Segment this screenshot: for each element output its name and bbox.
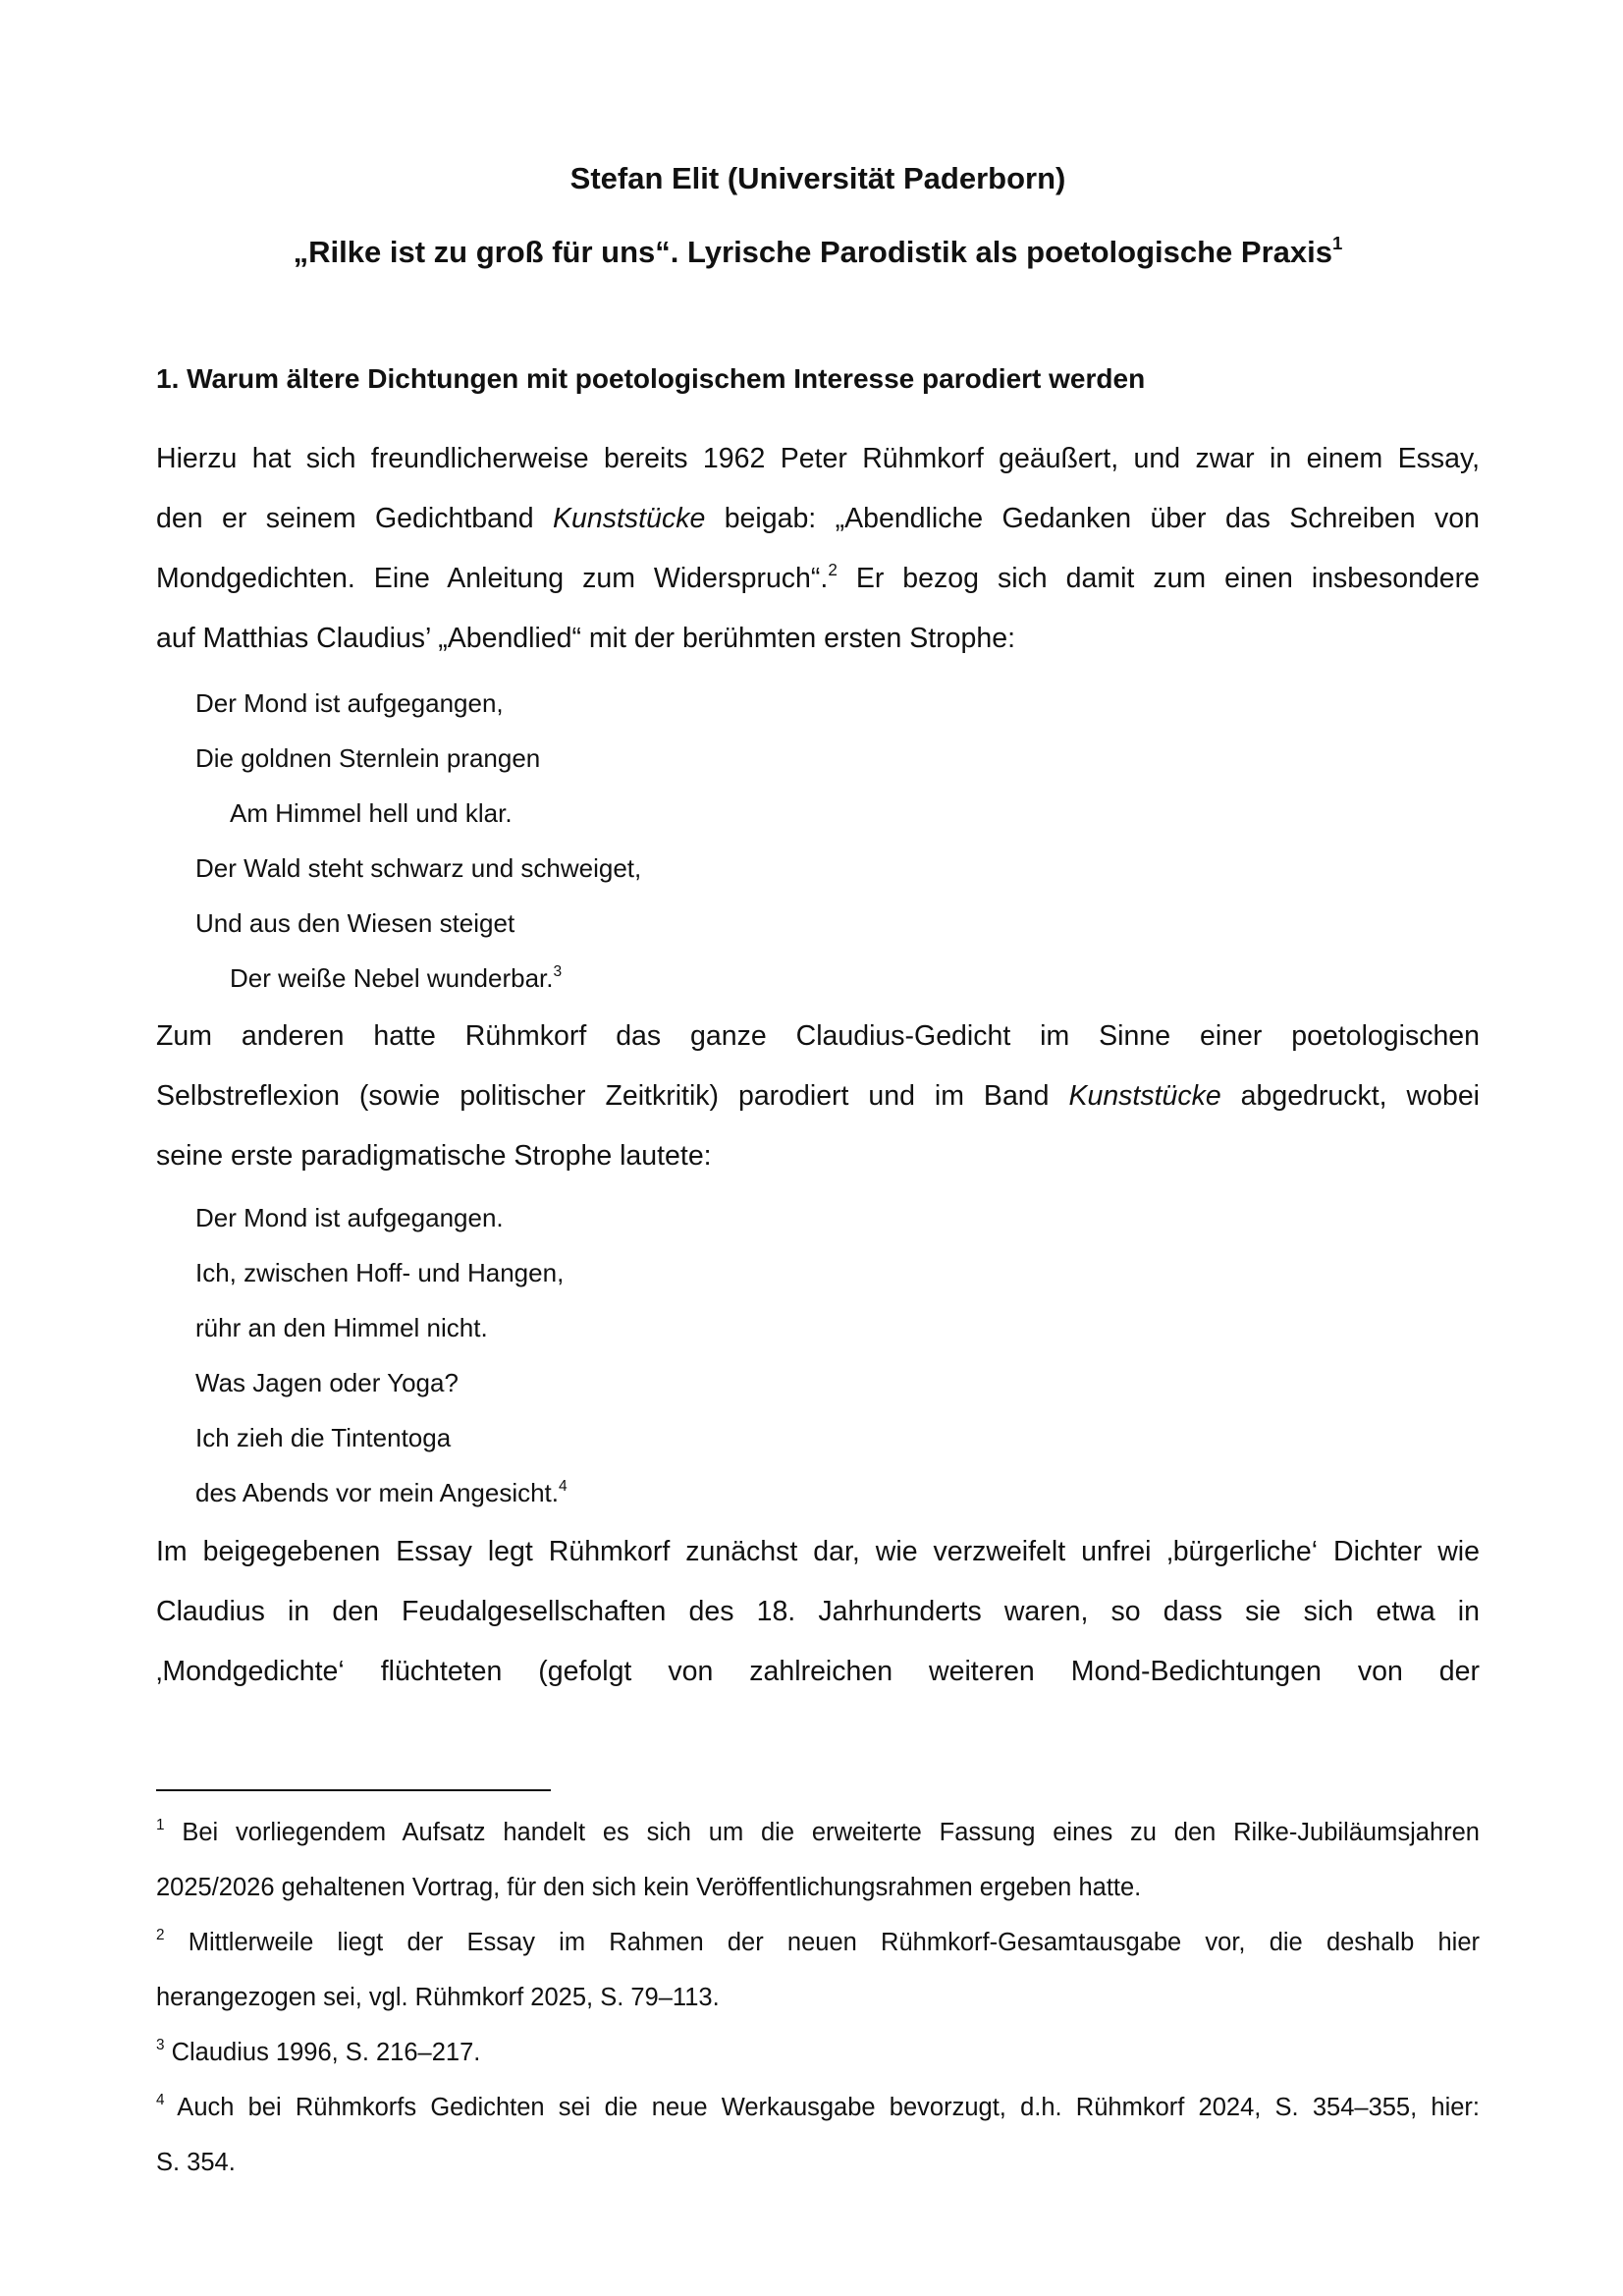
footnote-marker: 4 (156, 2091, 165, 2108)
text-run: Mittlerweile liegt der Essay im Rahmen der neuen Rühmkorf-Gesamtausgabe vor, die deshalb hier (164, 1929, 1480, 1956)
text-run: Mondgedichten. Eine Anleitung zum Widerspruch“. (156, 563, 829, 594)
paragraph-line: Zum anderen hatte Rühmkorf das ganze Claudius-Gedicht im Sinne einer poetologischen (156, 1020, 1480, 1052)
paragraph-line: Claudius in den Feudalgesellschaften des 18. Jahrhunderts waren, so dass sie sich etwa in (156, 1596, 1480, 1627)
text-run: des Abends vor mein Angesicht. (195, 1478, 560, 1507)
footnote-ref-2[interactable]: 2 (828, 560, 838, 579)
footnote-line: herangezogen sei, vgl. Rühmkorf 2025, S. 79–113. (156, 1984, 720, 2011)
footnotes (156, 1805, 1480, 2190)
book-title-emphasis: Kunststücke (553, 503, 706, 534)
paper-title-text: „Rilke ist zu groß für uns“. Lyrische Parodistik als poetologische Praxis (293, 235, 1332, 269)
verse-line: Ich, zwischen Hoff- und Hangen, (195, 1258, 565, 1287)
footnote-ref-1[interactable]: 1 (1331, 232, 1343, 253)
paragraph-2 (156, 1007, 1480, 1186)
footnote-line (156, 2080, 1480, 2135)
paragraph-line: Im beigegebenen Essay legt Rühmkorf zunächst dar, wie verzweifelt unfrei ‚bürgerliche‘ Dichter wie (156, 1536, 1480, 1567)
paragraph-line: ‚Mondgedichte‘ flüchteten (gefolgt von zahlreichen weiteren Mond-Bedichtungen von der (156, 1656, 1480, 1687)
book-title-emphasis: Kunststücke (1068, 1080, 1221, 1112)
text-run: Bei vorliegendem Aufsatz handelt es sich um die erweiterte Fassung eines zu den Rilke-Jubiläumsjahren (164, 1819, 1480, 1846)
paragraph-1 (156, 429, 1480, 669)
text-run: Claudius 1996, S. 216–217. (164, 2039, 481, 2066)
footnote-line (156, 2025, 1480, 2080)
text-run: den er seinem Gedichtband (156, 503, 554, 534)
section-heading: 1. Warum ältere Dichtungen mit poetologischem Interesse parodiert werden (156, 363, 1146, 394)
footnote-line (156, 1915, 1480, 1970)
text-run: abgedruckt, wobei (1220, 1080, 1480, 1112)
footnote-marker: 1 (156, 1816, 165, 1833)
verse-line (156, 951, 1480, 1006)
verse-line: Die goldnen Sternlein prangen (195, 743, 541, 773)
paragraph-line: seine erste paradigmatische Strophe lautete: (156, 1140, 712, 1172)
verse-line: Am Himmel hell und klar. (230, 798, 513, 828)
footnote-marker: 3 (156, 2036, 165, 2053)
verse-line: Was Jagen oder Yoga? (195, 1368, 459, 1397)
footnote-separator (156, 1789, 551, 1791)
text-run: Auch bei Rühmkorfs Gedichten sei die neue Werkausgabe bevorzugt, d.h. Rühmkorf 2024, S. 354–355, hier: (164, 2094, 1480, 2121)
paragraph-line (156, 1066, 1480, 1126)
paragraph-3 (156, 1522, 1480, 1702)
verse-line: Und aus den Wiesen steiget (195, 908, 515, 938)
paragraph-line (156, 489, 1480, 549)
footnote-3 (156, 2025, 1480, 2080)
footnote-marker: 2 (156, 1926, 165, 1943)
text-run: beigab: „Abendliche Gedanken über das Schreiben von (705, 503, 1480, 534)
text-run: Der weiße Nebel wunderbar. (230, 963, 554, 993)
text-run: Selbstreflexion (sowie politischer Zeitkritik) parodiert und im Band (156, 1080, 1069, 1112)
footnote-line: 2025/2026 gehaltenen Vortrag, für den sich kein Veröffentlichungsrahmen ergeben hatte. (156, 1874, 1142, 1901)
verse-line: Der Mond ist aufgegangen. (195, 1203, 504, 1232)
title-block (156, 159, 1480, 271)
paragraph-line: auf Matthias Claudius’ „Abendlied“ mit der berühmten ersten Strophe: (156, 623, 1015, 654)
footnote-line (156, 1805, 1480, 1860)
verse-line: Ich zieh die Tintentoga (195, 1423, 452, 1452)
verse-line: rühr an den Himmel nicht. (195, 1313, 488, 1342)
verse-line (156, 1465, 1480, 1520)
paper-title (156, 233, 1480, 271)
verse-line: Der Mond ist aufgegangen, (195, 688, 504, 718)
footnote-line: S. 354. (156, 2149, 236, 2176)
author-line: Stefan Elit (Universität Paderborn) (569, 161, 1066, 195)
footnote-ref-3[interactable]: 3 (553, 962, 563, 980)
verse-block-2 (156, 1190, 1480, 1520)
footnote-4 (156, 2080, 1480, 2190)
footnote-ref-4[interactable]: 4 (559, 1477, 568, 1495)
verse-line: Der Wald steht schwarz und schweiget, (195, 853, 642, 883)
paragraph-line (156, 549, 1480, 609)
text-run: Er bezog sich damit zum einen insbesondere (837, 563, 1480, 594)
paragraph-line: Hierzu hat sich freundlicherweise bereits 1962 Peter Rühmkorf geäußert, und zwar in einem Essay, (156, 443, 1480, 474)
footnote-2 (156, 1915, 1480, 2025)
verse-block-1 (156, 676, 1480, 1006)
footnote-1 (156, 1805, 1480, 1915)
